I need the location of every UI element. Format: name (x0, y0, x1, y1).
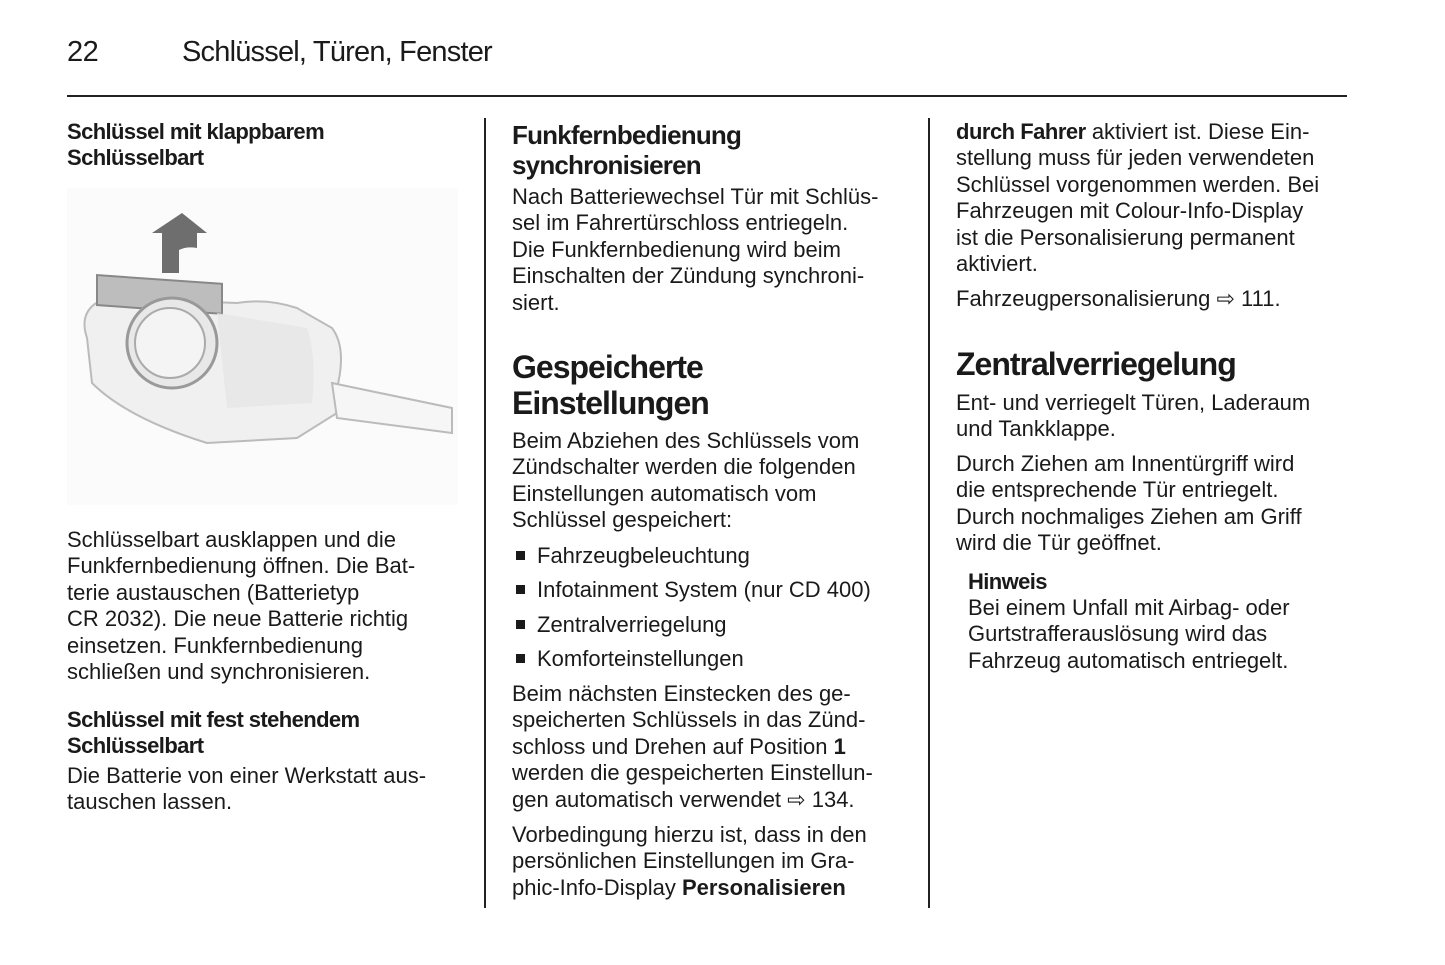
paragraph (512, 681, 873, 813)
note-text: Bei einem Unfall mit Airbag- oder Gurtstrafferauslösung wird das Fahrzeug automatisch entriegelt. (968, 595, 1290, 673)
paragraph: Durch Ziehen am Innentürgriff wird die entsprechende Tür entriegelt. Durch nochmaliges Ziehen am Griff wird die Tür geöffnet. (956, 451, 1302, 556)
bullet-item (516, 577, 871, 603)
bullet-text: Infotainment System (nur CD 400) (537, 577, 871, 602)
paragraph: Beim Abziehen des Schlüssels vom Zündschalter werden die folgenden Einstellungen automatisch vom Schlüssel gespeichert: (512, 428, 860, 533)
text: aktiviert ist. Diese Ein- stellung muss für jeden verwendeten Schlüssel vorgenommen werden. Bei Fahrzeugen mit Colour-Info-Display ist die Personalisierung permanent aktiviert. (956, 119, 1320, 277)
position-label: 1 (833, 733, 846, 759)
page-reference-arrow-icon: ⇨ (787, 786, 806, 812)
page-reference[interactable]: 134. (805, 786, 855, 812)
menu-term: Personalisieren (681, 874, 846, 900)
paragraph: Die Batterie von einer Werkstatt aus- tauschen lassen. (67, 763, 427, 815)
bullet-item (516, 543, 750, 569)
section-heading: Schlüssel mit klappbarem Schlüsselbart (67, 119, 325, 171)
page-reference-arrow-icon: ⇨ (1216, 286, 1235, 311)
menu-term: durch Fahrer (956, 119, 1086, 144)
column-divider (928, 118, 930, 908)
paragraph (512, 822, 867, 901)
bullet-item (516, 646, 744, 672)
section-heading: Schlüssel mit fest stehendem Schlüsselbart (67, 707, 360, 759)
bullet-text: Fahrzeugbeleuchtung (537, 543, 750, 568)
bullet-icon (516, 585, 525, 594)
text: Vorbedingung hierzu ist, dass in den persönlichen Einstellungen im Gra- phic-Info-Display (512, 822, 867, 900)
chapter-heading: Zentralverriegelung (956, 346, 1236, 382)
paragraph: Nach Batteriewechsel Tür mit Schlüs- sel im Fahrertürschloss entriegeln. Die Funkfernbedienung wird beim Einschalten der Zündung synchroni- siert. (512, 184, 879, 315)
page-title: Schlüssel, Türen, Fenster (182, 36, 492, 68)
chapter-heading: Gespeicherte Einstellungen (512, 349, 709, 421)
paragraph (956, 119, 1319, 277)
bullet-text: Komforteinstellungen (537, 646, 744, 671)
bullet-item (516, 612, 727, 638)
page-number: 22 (67, 36, 99, 68)
paragraph (956, 286, 1281, 312)
bullet-text: Zentralverriegelung (537, 612, 727, 637)
section-heading: Funkfernbedienung synchronisieren (512, 120, 742, 180)
paragraph: Ent- und verriegelt Türen, Laderaum und Tankklappe. (956, 390, 1311, 442)
bullet-icon (516, 551, 525, 560)
key-battery-illustration (67, 188, 458, 505)
text: werden die gespeicherten Einstellun- gen automatisch verwendet (512, 760, 873, 812)
text: Beim nächsten Einstecken des ge- speicherten Schlüssels in das Zünd- schloss und Drehen auf Position (512, 681, 866, 759)
header-rule (67, 95, 1347, 97)
note-title: Hinweis (968, 569, 1047, 594)
bullet-icon (516, 620, 525, 629)
page-reference[interactable]: 111. (1234, 286, 1281, 311)
bullet-icon (516, 654, 525, 663)
column-divider (484, 118, 486, 908)
text: Fahrzeugpersonalisierung (956, 286, 1217, 311)
paragraph: Schlüsselbart ausklappen und die Funkfernbedienung öffnen. Die Bat- terie austauschen (Batterietyp CR 2032). Die neue Batterie richtig einsetzen. Funkfernbedienung schließen und synchronisieren. (67, 527, 416, 685)
